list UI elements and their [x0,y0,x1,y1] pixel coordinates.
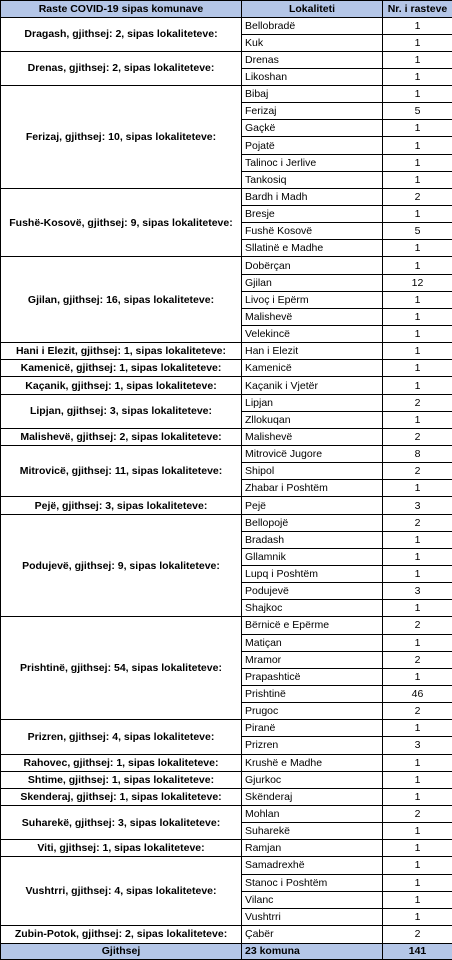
cases-cell: 1 [383,343,452,360]
table-row [1,360,452,377]
header-cases: Nr. i rasteve [383,1,452,18]
cases-cell: 1 [383,68,452,85]
municipality-cell: Kaçanik, gjithsej: 1, sipas lokaliteteve: [1,377,242,394]
locality-cell: Bradash [242,531,383,548]
locality-cell: Stanoc i Poshtëm [242,874,383,891]
cases-cell: 1 [383,788,452,805]
cases-cell: 1 [383,360,452,377]
locality-cell: Mitrovicë Jugore [242,446,383,463]
cases-cell: 8 [383,446,452,463]
locality-cell: Fushë Kosovë [242,223,383,240]
cases-cell: 1 [383,634,452,651]
locality-cell: Kuk [242,34,383,51]
total-label: Gjithsej [1,943,242,960]
total-cases: 141 [383,943,452,960]
cases-cell: 1 [383,377,452,394]
cases-cell: 1 [383,548,452,565]
table-row [1,857,452,874]
municipality-cell: Hani i Elezit, gjithsej: 1, sipas lokaliteteve: [1,343,242,360]
locality-cell: Malishevë [242,428,383,445]
locality-cell: Prugoc [242,703,383,720]
locality-cell: Shajkoc [242,600,383,617]
cases-cell: 46 [383,685,452,702]
locality-cell: Livoç i Epërm [242,291,383,308]
cases-cell: 1 [383,51,452,68]
locality-cell: Prizren [242,737,383,754]
locality-cell: Skënderaj [242,788,383,805]
locality-cell: Ferizaj [242,103,383,120]
locality-cell: Talinoc i Jerlive [242,154,383,171]
cases-cell: 2 [383,428,452,445]
cases-cell: 2 [383,703,452,720]
locality-cell: Çabër [242,925,383,943]
locality-cell: Vushtrri [242,908,383,925]
cases-cell: 1 [383,291,452,308]
locality-cell: Prishtinë [242,685,383,702]
cases-cell: 2 [383,394,452,411]
cases-cell: 2 [383,925,452,943]
table-row [1,925,452,943]
locality-cell: Velekincë [242,326,383,343]
cases-cell: 1 [383,891,452,908]
table-row [1,617,452,634]
locality-cell: Podujevë [242,583,383,600]
cases-cell: 1 [383,34,452,51]
locality-cell: Tankosiq [242,171,383,188]
locality-cell: Bellobradë [242,17,383,34]
table-row [1,754,452,771]
cases-cell: 1 [383,240,452,257]
municipality-cell: Malishevë, gjithsej: 2, sipas lokaliteteve: [1,428,242,445]
municipality-cell: Podujevë, gjithsej: 9, sipas lokaliteteve: [1,514,242,617]
cases-cell: 1 [383,171,452,188]
locality-cell: Gllamnik [242,548,383,565]
locality-cell: Han i Elezit [242,343,383,360]
locality-cell: Pejë [242,497,383,514]
locality-cell: Matiçan [242,634,383,651]
cases-cell: 1 [383,754,452,771]
cases-cell: 2 [383,651,452,668]
locality-cell: Suharekë [242,823,383,840]
cases-cell: 1 [383,668,452,685]
table-row [1,343,452,360]
locality-cell: Piranë [242,720,383,737]
locality-cell: Likoshan [242,68,383,85]
table-row [1,377,452,394]
locality-cell: Pojatë [242,137,383,154]
locality-cell: Vilanc [242,891,383,908]
locality-cell: Prapashticë [242,668,383,685]
cases-cell: 1 [383,137,452,154]
cases-cell: 2 [383,514,452,531]
cases-cell: 1 [383,531,452,548]
municipality-cell: Gjilan, gjithsej: 16, sipas lokaliteteve: [1,257,242,343]
cases-cell: 2 [383,617,452,634]
cases-cell: 5 [383,223,452,240]
total-municipalities: 23 komuna [242,943,383,960]
table-row [1,17,452,34]
cases-cell: 1 [383,600,452,617]
cases-cell: 5 [383,103,452,120]
table-body [1,17,452,943]
municipality-cell: Lipjan, gjithsej: 3, sipas lokaliteteve: [1,394,242,428]
locality-cell: Malishevë [242,308,383,325]
table-row [1,394,452,411]
municipality-cell: Prishtinë, gjithsej: 54, sipas lokaliteteve: [1,617,242,720]
municipality-cell: Pejë, gjithsej: 3, sipas lokaliteteve: [1,497,242,514]
table-row [1,788,452,805]
municipality-cell: Kamenicë, gjithsej: 1, sipas lokaliteteve: [1,360,242,377]
locality-cell: Samadrexhë [242,857,383,874]
locality-cell: Ramjan [242,840,383,857]
municipality-cell: Vushtrri, gjithsej: 4, sipas lokaliteteve: [1,857,242,926]
locality-cell: Zllokuqan [242,411,383,428]
cases-cell: 1 [383,120,452,137]
cases-cell: 12 [383,274,452,291]
table-row [1,86,452,103]
locality-cell: Bresje [242,206,383,223]
cases-cell: 3 [383,737,452,754]
cases-cell: 1 [383,874,452,891]
municipality-cell: Rahovec, gjithsej: 1, sipas lokaliteteve: [1,754,242,771]
locality-cell: Kaçanik i Vjetër [242,377,383,394]
total-row [1,943,452,960]
locality-cell: Gjilan [242,274,383,291]
locality-cell: Mohlan [242,805,383,822]
locality-cell: Zhabar i Poshtëm [242,480,383,497]
locality-cell: Lipjan [242,394,383,411]
table-row [1,257,452,274]
locality-cell: Dobërçan [242,257,383,274]
cases-cell: 3 [383,497,452,514]
cases-cell: 1 [383,86,452,103]
municipality-cell: Prizren, gjithsej: 4, sipas lokaliteteve: [1,720,242,754]
table-row [1,771,452,788]
cases-cell: 1 [383,411,452,428]
table-footer [1,943,452,960]
locality-cell: Krushë e Madhe [242,754,383,771]
locality-cell: Drenas [242,51,383,68]
locality-cell: Gaçkë [242,120,383,137]
municipality-cell: Suharekë, gjithsej: 3, sipas lokaliteteve: [1,805,242,839]
cases-cell: 1 [383,771,452,788]
cases-cell: 3 [383,583,452,600]
locality-cell: Kamenicë [242,360,383,377]
locality-cell: Sllatinë e Madhe [242,240,383,257]
table-row [1,428,452,445]
cases-cell: 1 [383,840,452,857]
cases-cell: 1 [383,857,452,874]
table-header [1,1,452,18]
cases-cell: 1 [383,566,452,583]
municipality-cell: Viti, gjithsej: 1, sipas lokaliteteve: [1,840,242,857]
locality-cell: Lupq i Poshtëm [242,566,383,583]
cases-cell: 1 [383,206,452,223]
locality-cell: Gjurkoc [242,771,383,788]
cases-cell: 1 [383,257,452,274]
table-row [1,514,452,531]
locality-cell: Bibaj [242,86,383,103]
municipality-cell: Drenas, gjithsej: 2, sipas lokaliteteve: [1,51,242,85]
cases-cell: 1 [383,17,452,34]
municipality-cell: Skenderaj, gjithsej: 1, sipas lokaliteteve: [1,788,242,805]
cases-cell: 2 [383,805,452,822]
locality-cell: Mramor [242,651,383,668]
cases-cell: 1 [383,720,452,737]
cases-cell: 1 [383,154,452,171]
header-municipality: Raste COVID-19 sipas komunave [1,1,242,18]
cases-cell: 1 [383,823,452,840]
table-row [1,805,452,822]
table-row [1,188,452,205]
locality-cell: Shipol [242,463,383,480]
header-row [1,1,452,18]
municipality-cell: Mitrovicë, gjithsej: 11, sipas lokaliteteve: [1,446,242,497]
cases-cell: 2 [383,463,452,480]
table-row [1,720,452,737]
locality-cell: Bellopojë [242,514,383,531]
locality-cell: Bardh i Madh [242,188,383,205]
locality-cell: Bërnicë e Epërme [242,617,383,634]
cases-cell: 1 [383,908,452,925]
cases-cell: 1 [383,326,452,343]
municipality-cell: Zubin-Potok, gjithsej: 2, sipas lokaliteteve: [1,925,242,943]
cases-cell: 1 [383,308,452,325]
municipality-cell: Dragash, gjithsej: 2, sipas lokaliteteve: [1,17,242,51]
table-row [1,446,452,463]
table-row [1,497,452,514]
municipality-cell: Shtime, gjithsej: 1, sipas lokaliteteve: [1,771,242,788]
cases-cell: 2 [383,188,452,205]
header-locality: Lokaliteti [242,1,383,18]
cases-cell: 1 [383,480,452,497]
table-row [1,51,452,68]
municipality-cell: Ferizaj, gjithsej: 10, sipas lokaliteteve: [1,86,242,189]
table-row [1,840,452,857]
municipality-cell: Fushë-Kosovë, gjithsej: 9, sipas lokaliteteve: [1,188,242,257]
